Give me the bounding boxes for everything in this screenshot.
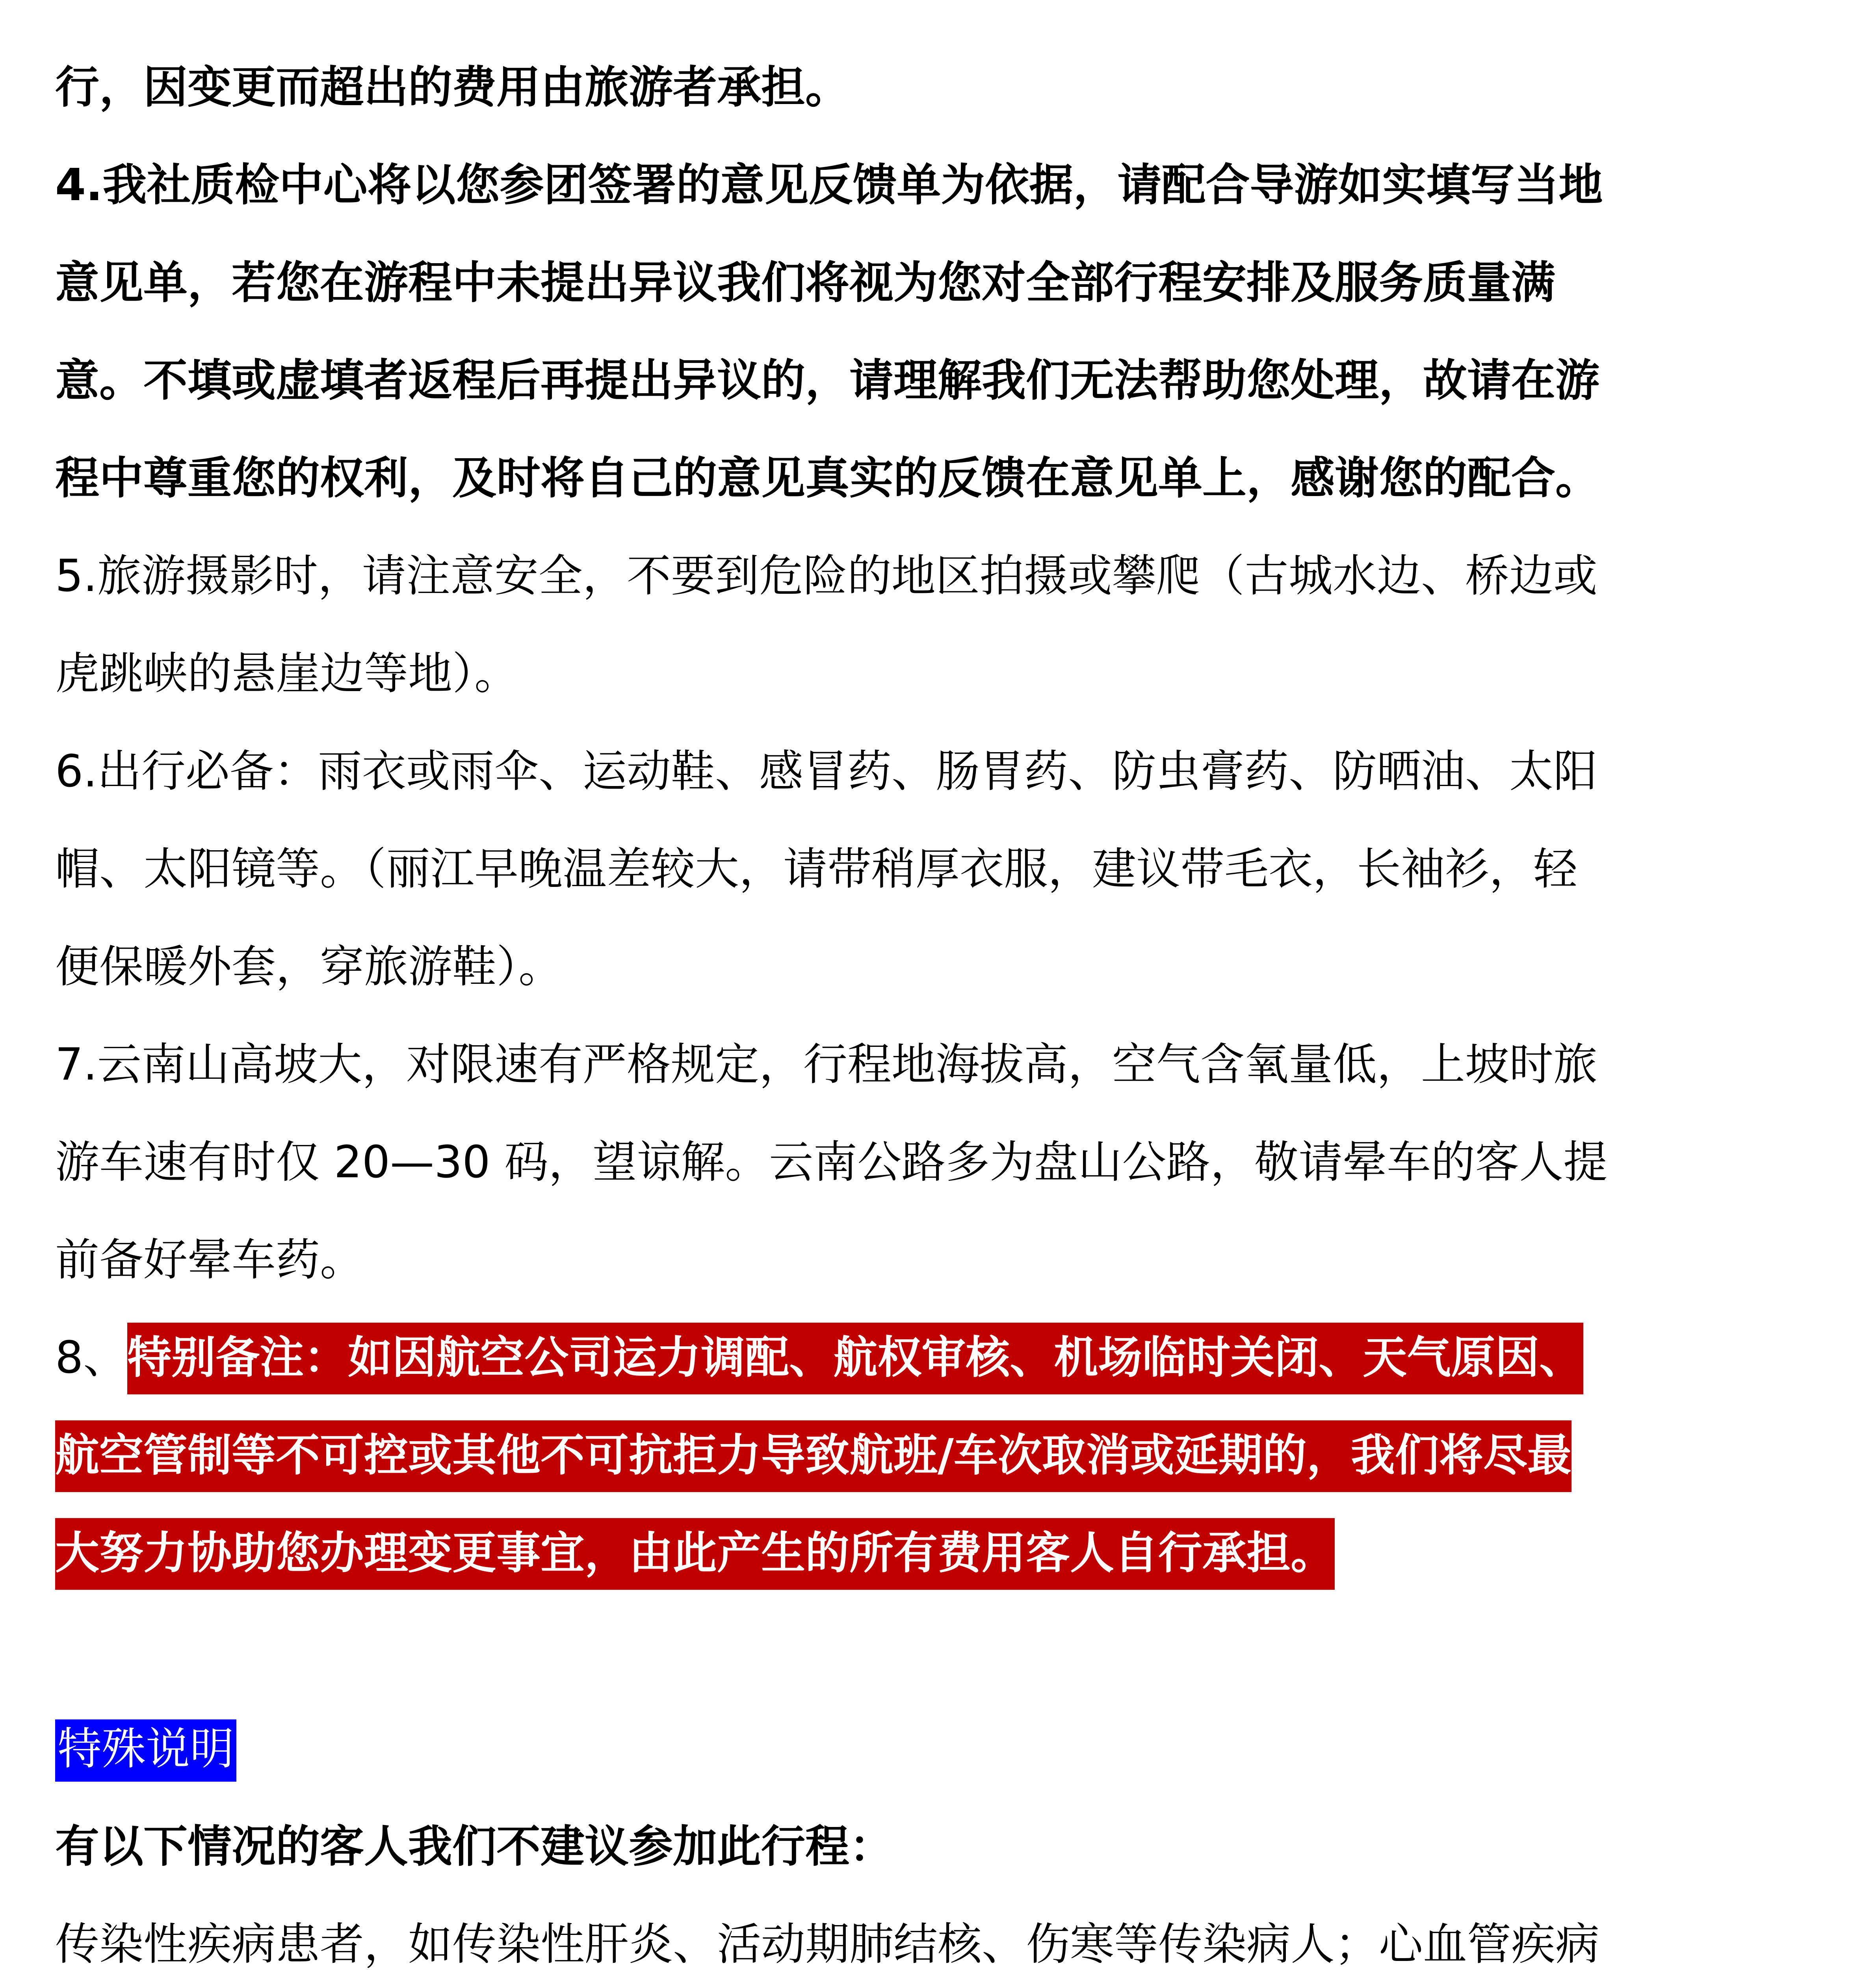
paragraph-3-tail <box>55 39 1824 136</box>
text-line: 虎跳峡的悬崖边等地）。 <box>55 648 518 699</box>
text-line: 前备好晕车药。 <box>55 1234 364 1286</box>
paragraph-4 <box>55 136 1824 527</box>
text-line: 行，因变更而超出的费用由旅游者承担。 <box>55 62 849 113</box>
highlighted-note: 大努力协助您办理变更事宜，由此产生的所有费用客人自行承担。 <box>55 1518 1335 1590</box>
text-line <box>55 1700 1824 1798</box>
text-line: 意。不填或虚填者返程后再提出异议的，请理解我们无法帮助您处理，故请在游 <box>55 355 1599 406</box>
text-line: 5.旅游摄影时，请注意安全，不要到危险的地区拍摄或攀爬（古城水边、桥边或 <box>55 550 1597 602</box>
text-line: 4.我社质检中心将以您参团签署的意见反馈单为依据，请配合导游如实填写当地 <box>55 160 1603 211</box>
text-line: 传染性疾病患者，如传染性肝炎、活动期肺结核、伤寒等传染病人；心血管疾病 <box>55 1919 1599 1970</box>
text-line: 7.云南山高坡大，对限速有严格规定，行程地海拔高，空气含氧量低，上坡时旅 <box>55 1039 1597 1090</box>
text-line: 便保暖外套，穿旅游鞋）。 <box>55 941 563 992</box>
text-line: 游车速有时仅 20—30 码，望谅解。云南公路多为盘山公路，敬请晕车的客人提 <box>55 1137 1608 1188</box>
paragraph-7 <box>55 1016 1824 1309</box>
highlighted-note: 航空管制等不可控或其他不可抗拒力导致航班/车次取消或延期的，我们将尽最 <box>55 1420 1571 1492</box>
text-line <box>55 1504 1824 1602</box>
text-line: 程中尊重您的权利，及时将自己的意见真实的反馈在意见单上，感谢您的配合。 <box>55 453 1599 504</box>
special-notes-intro <box>55 1798 1824 1896</box>
text-line <box>55 1309 1824 1407</box>
special-notes-body <box>55 1896 1824 1970</box>
item-number: 8、 <box>55 1332 128 1383</box>
text-line: 有以下情况的客人我们不建议参加此行程： <box>55 1821 893 1872</box>
highlighted-note: 特别备注：如因航空公司运力调配、航权审核、机场临时关闭、天气原因、 <box>127 1323 1583 1394</box>
paragraph-8-special-note <box>55 1309 1824 1602</box>
text-line: 6.出行必备：雨衣或雨伞、运动鞋、感冒药、肠胃药、防虫膏药、防晒油、太阳 <box>55 746 1597 797</box>
text-line: 帽、太阳镜等。（丽江早晚温差较大，请带稍厚衣服，建议带毛衣，长袖衫，轻 <box>55 844 1577 895</box>
text-line <box>55 1407 1824 1504</box>
special-notes-heading <box>55 1700 1824 1798</box>
text-line: 意见单，若您在游程中未提出异议我们将视为您对全部行程安排及服务质量满 <box>55 257 1555 309</box>
paragraph-6 <box>55 723 1824 1016</box>
section-title: 特殊说明 <box>55 1719 236 1782</box>
paragraph-5 <box>55 527 1824 723</box>
